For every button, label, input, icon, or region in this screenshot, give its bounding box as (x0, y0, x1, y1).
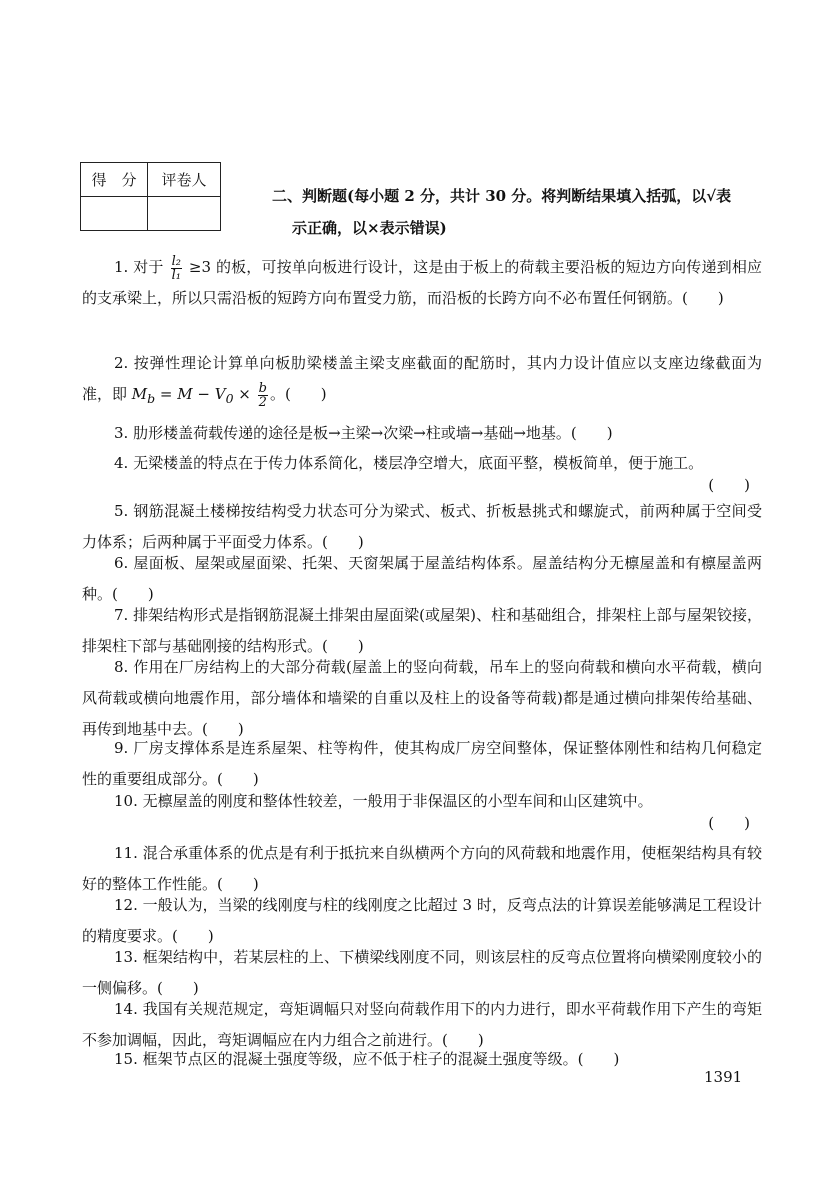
formula-mid: = M − V (155, 385, 226, 403)
question-11: 11. 混合承重体系的优点是有利于抵抗来自纵横两个方向的风荷载和地震作用，使框架结构具有较好的整体工作性能。( ) (82, 844, 762, 893)
question-2-suffix: 。( ) (269, 385, 327, 403)
question-13: 13. 框架结构中，若某层柱的上、下横梁线刚度不同，则该层柱的反弯点位置将向横梁刚度较小的一侧偏移。( ) (82, 948, 762, 997)
fraction-denominator: l₁ (171, 267, 181, 283)
score-cell (81, 197, 148, 231)
formula-times: × (233, 385, 256, 403)
question-8: 8. 作用在厂房结构上的大部分荷载(屋盖上的竖向荷载，吊车上的竖向荷载和横向水平荷载，横向风荷载或横向地震作用，部分墙体和墙梁的自重以及柱上的设备等荷载)都是通过横向排架传给基础、再传到地基中去。( ) (82, 658, 762, 738)
question-5: 5. 钢筋混凝土楼梯按结构受力状态可分为梁式、板式、折板悬挑式和螺旋式，前两种属于空间受力体系；后两种属于平面受力体系。( ) (82, 502, 762, 551)
question-12: 12. 一般认为，当梁的线刚度与柱的线刚度之比超过 3 时，反弯点法的计算误差能够满足工程设计的精度要求。( ) (82, 896, 762, 945)
fraction-denominator: 2 (258, 394, 267, 410)
question-1-fraction (171, 255, 182, 282)
section-heading (272, 180, 772, 244)
score-table (80, 162, 221, 231)
question-2 (82, 348, 762, 414)
question-9: 9. 厂房支撑体系是连系屋架、柱等构件，使其构成厂房空间整体，保证整体刚性和结构几何稳定性的重要组成部分。( ) (82, 739, 762, 788)
section-heading-line2: 示正确，以×表示错误) (292, 219, 447, 237)
grader-header: 评卷人 (148, 163, 221, 197)
question-2-prefix: 2. 按弹性理论计算单向板肋梁楼盖主梁支座截面的配筋时，其内力设计值应以支座边缘截面为准，即 (82, 354, 762, 403)
question-7: 7. 排架结构形式是指钢筋混凝土排架由屋面梁(或屋架)、柱和基础组合，排架柱上部与屋架铰接，排架柱下部与基础刚接的结构形式。( ) (82, 606, 762, 655)
grader-cell (148, 197, 221, 231)
formula-sub-0: 0 (225, 391, 234, 406)
question-1 (82, 252, 762, 314)
question-10-answer-bracket: ( ) (708, 814, 750, 832)
question-2-fraction (258, 382, 268, 409)
question-4: 4. 无梁楼盖的特点在于传力体系简化，楼层净空增大，底面平整，模板简单，便于施工。 (114, 454, 704, 472)
question-2-formula (131, 380, 270, 410)
section-heading-line1: 二、判断题(每小题 2 分，共计 30 分。将判断结果填入括弧，以√表 (272, 187, 732, 205)
question-3: 3. 肋形楼盖荷载传递的途径是板→主梁→次梁→柱或墙→基础→地基。( ) (114, 424, 613, 442)
question-10: 10. 无檩屋盖的刚度和整体性较差，一般用于非保温区的小型车间和山区建筑中。 (114, 792, 653, 810)
page-number: 1391 (704, 1068, 743, 1086)
score-header: 得 分 (81, 163, 148, 197)
question-4-answer-bracket: ( ) (708, 476, 750, 494)
fraction-numerator: l₂ (171, 253, 181, 269)
question-15: 15. 框架节点区的混凝土强度等级，应不低于柱子的混凝土强度等级。( ) (114, 1050, 620, 1068)
question-6: 6. 屋面板、屋架或屋面梁、托架、天窗架属于屋盖结构体系。屋盖结构分无檩屋盖和有檩屋盖两种。( ) (82, 554, 762, 603)
formula-sub-b: b (147, 391, 156, 406)
fraction-numerator: b (258, 380, 267, 396)
question-14: 14. 我国有关规范规定，弯矩调幅只对竖向荷载作用下的内力进行，即水平荷载作用下产生的弯矩不参加调幅，因此，弯矩调幅应在内力组合之前进行。( ) (82, 1000, 762, 1049)
question-1-text: ≥3 的板，可按单向板进行设计，这是由于板上的荷载主要沿板的短边方向传递到相应的支承梁上，所以只需沿板的短跨方向布置受力筋，而沿板的长跨方向不必布置任何钢筋。( ) (82, 258, 762, 307)
question-1-prefix: 1. 对于 (114, 258, 164, 276)
formula-m: M (131, 385, 148, 403)
